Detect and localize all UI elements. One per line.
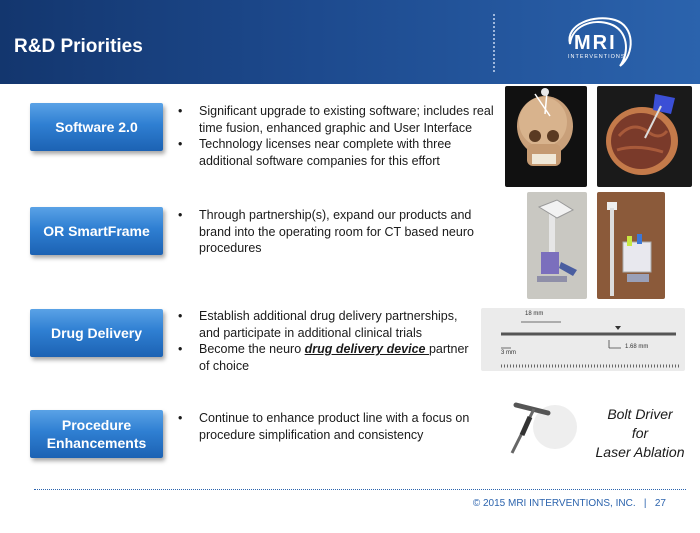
smartframe-device-image: [527, 192, 587, 299]
caption-line: Bolt Driver: [607, 406, 673, 422]
dimension-label: 18 mm: [525, 311, 544, 317]
logo-subtext: INTERVENTIONS: [568, 54, 626, 60]
software-bullets: [178, 103, 498, 169]
dimension-label: 3 mm: [501, 350, 516, 356]
drug-delivery-bullets: [178, 308, 478, 374]
logo-text: MRI: [574, 32, 617, 54]
smartframe-bullets: [178, 207, 478, 257]
dimension-label: 1.68 mm: [625, 344, 649, 350]
caption-line: for: [631, 425, 649, 441]
skull-ct-image: [505, 86, 587, 187]
bullet-item: • Through partnership(s), expand our products and brand into the operating room for CT based neuro procedures: [178, 207, 478, 257]
header-banner: [0, 0, 700, 84]
page-title: R&D Priorities: [14, 36, 143, 57]
bolt-driver-caption: [588, 405, 692, 462]
bullet-item: • Continue to enhance product line with a focus on procedure simplification and consistency: [178, 410, 478, 443]
bullet-text-pre: Become the neuro: [199, 342, 305, 356]
cannula-image: [481, 308, 685, 371]
bullet-item: • Technology licenses near complete with three additional software companies for this effort: [178, 136, 498, 169]
procedure-bullets: [178, 410, 478, 443]
caption-line: Laser Ablation: [595, 444, 685, 460]
company-logo: [560, 14, 640, 74]
section-label-line: Enhancements: [46, 435, 147, 451]
section-label-procedure: [30, 410, 163, 458]
bullet-item: • Establish additional drug delivery partnerships, and participate in additional clinical trials: [178, 308, 478, 341]
bullet-text-emphasis: drug delivery device: [304, 342, 429, 356]
smartframe-tower-image: [597, 192, 665, 299]
section-label-drug-delivery: Drug Delivery: [30, 309, 163, 357]
footer-copyright: © 2015 MRI INTERVENTIONS, INC. | 27: [472, 498, 666, 509]
footer-divider: [34, 489, 686, 490]
bolt-driver-image: [500, 399, 578, 457]
brain-ct-image: [597, 86, 692, 187]
bullet-text-post: partner of choice: [199, 342, 469, 373]
section-label-smartframe: OR SmartFrame: [30, 207, 163, 255]
header-divider: [493, 14, 495, 72]
section-label-line: Procedure: [61, 417, 132, 433]
section-label-software: Software 2.0: [30, 103, 163, 151]
bullet-item: [178, 341, 478, 374]
bullet-item: • Significant upgrade to existing software; includes real time fusion, enhanced graphic and User Interface: [178, 103, 498, 136]
